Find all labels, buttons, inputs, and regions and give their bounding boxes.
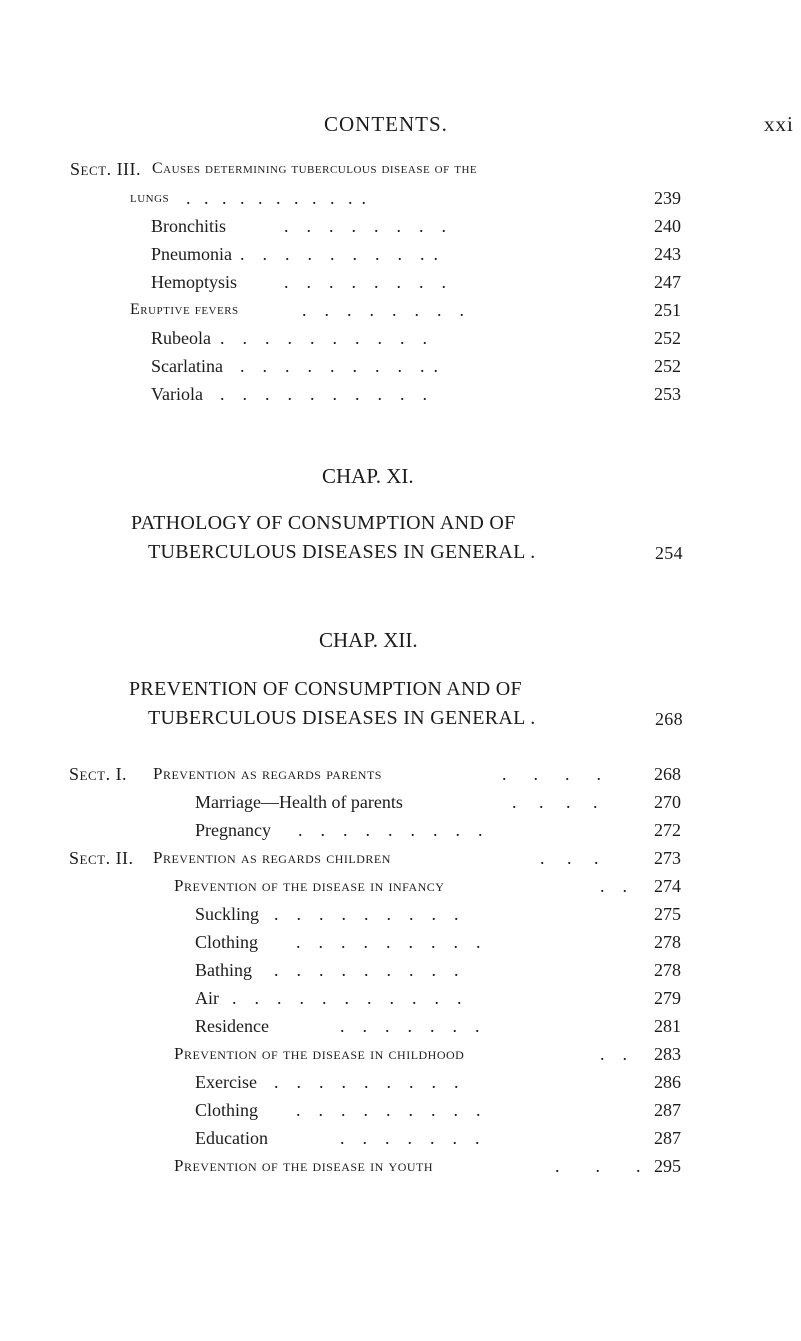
toc-page-number: 275 xyxy=(654,904,681,924)
toc-entry-text: Clothing xyxy=(195,932,259,952)
toc-entry-text: Prevention as regards children xyxy=(153,848,391,867)
leader-dots: . . . . . . . . . . xyxy=(240,356,438,376)
leader-dots: . . . . xyxy=(502,764,601,784)
toc-entry-text: Clothing xyxy=(195,1100,259,1120)
leader-dots: . . . . . . . . . . xyxy=(240,244,438,264)
toc-page-number: 274 xyxy=(654,876,681,896)
section-label: Sect. II. xyxy=(69,848,134,868)
toc-entry-text: Education xyxy=(195,1128,268,1148)
toc-entry-text: Pregnancy xyxy=(195,820,271,840)
chapter-title-line: PATHOLOGY OF CONSUMPTION AND OF xyxy=(131,512,516,534)
toc-page-number: 243 xyxy=(654,244,681,264)
leader-dots: . . . . . . . . . xyxy=(298,820,483,840)
leader-dots: . . . . . . . . xyxy=(302,300,464,320)
toc-entry-text: Scarlatina xyxy=(151,356,223,376)
toc-entry-text: Bathing xyxy=(195,960,252,980)
toc-entry xyxy=(0,762,801,786)
toc-entry xyxy=(0,186,801,210)
chapter-heading: CHAP. XII. xyxy=(319,628,418,652)
toc-page-number: 287 xyxy=(654,1128,681,1148)
toc-entry-text: Hemoptysis xyxy=(151,272,238,292)
leader-dots: . . . . . . . . . . xyxy=(220,328,427,348)
leader-dots: . . . . . . . xyxy=(340,1016,480,1036)
toc-entry-text: Prevention of the disease in youth xyxy=(174,1156,434,1175)
toc-page-number: 239 xyxy=(654,188,681,208)
toc-page-number: 286 xyxy=(654,1072,681,1092)
section-label: Sect. I. xyxy=(69,764,128,784)
toc-page-number: 278 xyxy=(654,960,681,980)
toc-entry-text: Prevention of the disease in infancy xyxy=(174,876,445,895)
page-number: xxi xyxy=(764,112,794,136)
sect3-label: Sect. III. xyxy=(70,159,142,179)
toc-page-number: 295 xyxy=(654,1156,681,1176)
leader-dots: . . . . . . . . xyxy=(284,272,446,292)
toc-entry-text: Pneumonia xyxy=(151,244,232,264)
toc-page-number: 273 xyxy=(654,848,681,868)
toc-entry-text: Bronchitis xyxy=(151,216,226,236)
toc-page-number: 287 xyxy=(654,1100,681,1120)
toc-entry xyxy=(0,1042,801,1066)
toc-page-number: 278 xyxy=(654,932,681,952)
toc-page-number: 252 xyxy=(654,356,681,376)
leader-dots: . . xyxy=(600,1044,627,1064)
leader-dots: . . . . . . . . . xyxy=(274,960,459,980)
leader-dots: . . . . . . . . . xyxy=(296,1100,481,1120)
toc-entry-text: Rubeola xyxy=(151,328,211,348)
toc-entry xyxy=(0,1098,801,1122)
toc-entry xyxy=(0,902,801,926)
leader-dots: . . . . xyxy=(512,792,598,812)
chapter-title-line: TUBERCULOUS DISEASES IN GENERAL . xyxy=(148,707,536,729)
chapter-page-number: 268 xyxy=(655,709,683,729)
toc-page-number: 252 xyxy=(654,328,681,348)
toc-page-number: 268 xyxy=(654,764,681,784)
toc-entry xyxy=(0,986,801,1010)
leader-dots: . . . . . . . . . . . xyxy=(232,988,462,1008)
toc-entry-text: lungs xyxy=(130,189,170,206)
running-title: CONTENTS. xyxy=(324,112,448,136)
toc-entry-text: Prevention of the disease in childhood xyxy=(174,1044,465,1063)
toc-entry xyxy=(0,298,801,322)
leader-dots: . . . xyxy=(540,848,599,868)
toc-entry-text: Variola xyxy=(151,384,203,404)
sect3-heading-row xyxy=(70,157,710,181)
toc-page-number: 281 xyxy=(654,1016,681,1036)
toc-entry-text: Eruptive fevers xyxy=(130,301,239,318)
toc-page-number: 251 xyxy=(654,300,681,320)
toc-page-number: 272 xyxy=(654,820,681,840)
toc-entry xyxy=(0,214,801,238)
toc-entry xyxy=(0,790,801,814)
toc-entry-text: Suckling xyxy=(195,904,260,924)
chapter-page-number: 254 xyxy=(655,543,683,563)
toc-entry-text: Marriage—Health of parents xyxy=(195,792,403,812)
leader-dots: . . . xyxy=(555,1156,641,1176)
toc-page-number: 253 xyxy=(654,384,681,404)
toc-entry xyxy=(0,1154,801,1178)
sect3-heading: Causes determining tuberculous disease of the xyxy=(152,160,478,177)
leader-dots: . . . . . . . . xyxy=(284,216,446,236)
toc-entry xyxy=(0,1014,801,1038)
toc-entry xyxy=(0,1070,801,1094)
leader-dots: . . . . . . . . . xyxy=(274,904,459,924)
toc-entry xyxy=(0,382,801,406)
toc-entry xyxy=(0,958,801,982)
toc-entry xyxy=(0,818,801,842)
toc-entry xyxy=(0,326,801,350)
chapter-title-line: PREVENTION OF CONSUMPTION AND OF xyxy=(129,678,522,700)
chapter-title-line: TUBERCULOUS DISEASES IN GENERAL . xyxy=(148,541,536,563)
toc-page-number: 283 xyxy=(654,1044,681,1064)
toc-entry xyxy=(0,242,801,266)
leader-dots: . . . . . . . . . xyxy=(274,1072,459,1092)
toc-entry xyxy=(0,1126,801,1150)
toc-entry-text: Prevention as regards parents xyxy=(153,764,382,783)
toc-page-number: 270 xyxy=(654,792,681,812)
toc-entry xyxy=(0,874,801,898)
chapter-heading: CHAP. XI. xyxy=(322,464,414,488)
toc-page-number: 279 xyxy=(654,988,681,1008)
leader-dots: . . . . . . . . . . . xyxy=(186,188,366,208)
leader-dots: . . . . . . . . . . xyxy=(220,384,427,404)
leader-dots: . . . . . . . . . xyxy=(296,932,481,952)
toc-entry xyxy=(0,846,801,870)
toc-entry xyxy=(0,270,801,294)
leader-dots: . . . . . . . xyxy=(340,1128,480,1148)
leader-dots: . . xyxy=(600,876,627,896)
toc-entry-text: Residence xyxy=(195,1016,269,1036)
toc-entry xyxy=(0,930,801,954)
toc-page-number: 247 xyxy=(654,272,681,292)
toc-entry-text: Air xyxy=(195,988,219,1008)
toc-entry-text: Exercise xyxy=(195,1072,257,1092)
toc-page-number: 240 xyxy=(654,216,681,236)
toc-entry xyxy=(0,354,801,378)
